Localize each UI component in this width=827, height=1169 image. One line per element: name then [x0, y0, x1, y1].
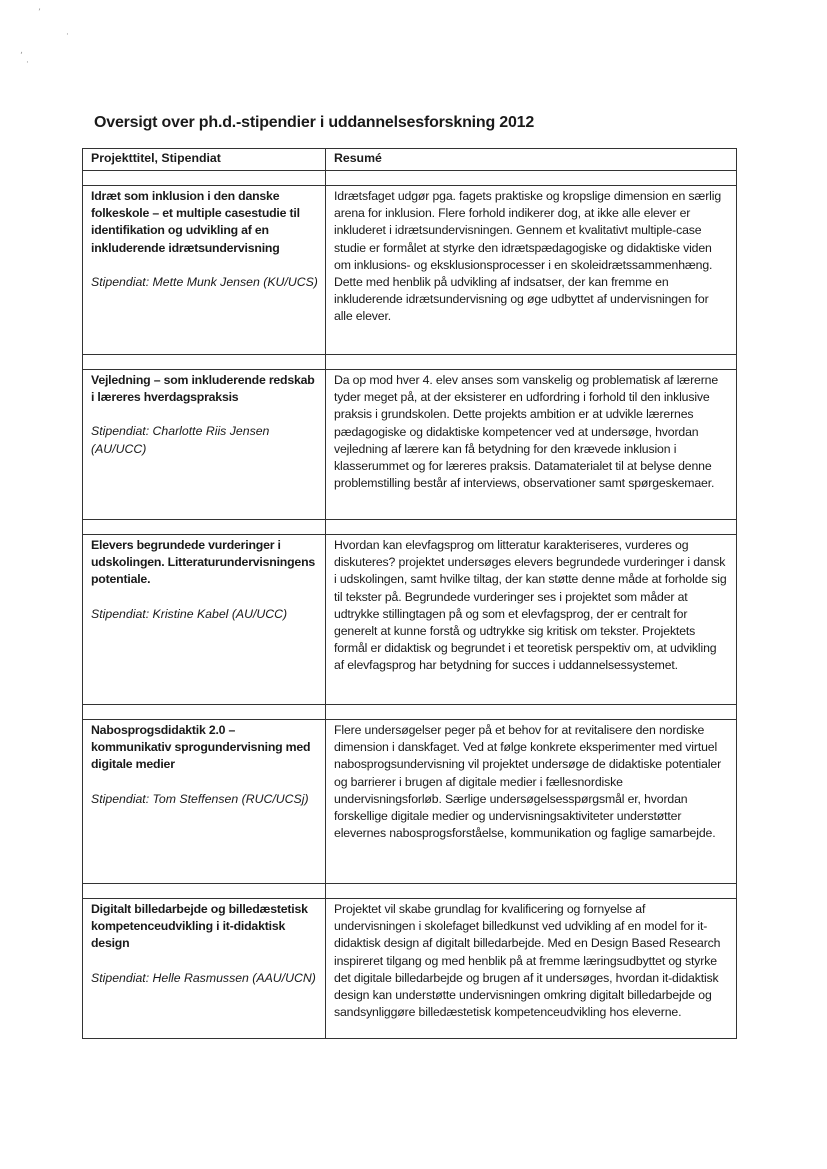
project-title: Idræt som inklusion i den danske folkeskole – et multiple casestudie til identifikation og udvikling af en inkluderende idrætsundervisning	[91, 189, 300, 255]
resume-cell	[326, 720, 737, 884]
resume-text: Idrætsfaget udgør pga. fagets praktiske og kropslige dimension en særlig arena for inklusion. Flere forhold indikerer dog, at ikke alle elever er inkluderet i idrætsundervisningen. Gennem et kvalitativt multiple-case studie er formålet at styrke den idrætspædagogiske og didaktiske viden om inklusions- og eksklusionsprocesser i en skoleidrætssammenhæng. Dette med henblik på udvikling af indsatser, der kan fremme en inkluderende idrætsundervisning og øge udbyttet af undervisningen for alle elever.	[334, 189, 722, 324]
stipendiat-name: Stipendiat: Tom Steffensen (RUC/UCSj)	[91, 791, 309, 806]
table-row	[83, 370, 737, 520]
project-title: Nabosprogsdidaktik 2.0 – kommunikativ sprogundervisning med digitale medier	[91, 723, 311, 772]
table-header-row	[83, 149, 737, 171]
scan-speck: ·	[26, 58, 29, 68]
table-row	[83, 720, 737, 884]
resume-cell	[326, 370, 737, 520]
resume-cell	[326, 535, 737, 705]
table-spacer-row	[83, 171, 737, 186]
project-cell	[83, 899, 326, 1039]
project-title: Digitalt billedarbejde og billedæstetisk kompetenceudvikling i it-didaktisk design	[91, 902, 308, 951]
column-header-resume: Resumé	[326, 149, 737, 171]
table-spacer-row	[83, 520, 737, 535]
project-cell	[83, 186, 326, 355]
resume-cell	[326, 186, 737, 355]
stipendiat-name: Stipendiat: Helle Rasmussen (AAU/UCN)	[91, 970, 316, 985]
project-title: Elevers begrundede vurderinger i udskolingen. Litteraturundervisningens potentiale.	[91, 538, 316, 587]
resume-text: Da op mod hver 4. elev anses som vanskelig og problematisk af lærerne tyder meget på, at der eksisterer en udfordring i forhold til den inklusive praksis i grundskolen. Dette projekts ambition er at udvikle lærernes pædagogiske og didaktiske kompetencer ved at undersøge, hvordan vejledning af lærere kan få betydning for den krævede inklusion i klasserummet og for læreres praksis. Datamaterialet til at belyse denne problemstilling består af interviews, observationer samt spørgeskemaer.	[334, 373, 719, 491]
scan-speck: ’	[38, 8, 41, 18]
table-spacer-row	[83, 355, 737, 370]
project-title: Vejledning – som inkluderende redskab i læreres hverdagspraksis	[91, 373, 315, 405]
table-row	[83, 899, 737, 1039]
project-cell	[83, 535, 326, 705]
resume-cell	[326, 899, 737, 1039]
resume-text: Flere undersøgelser peger på et behov for at revitalisere den nordiske dimension i danskfaget. Ved at følge konkrete eksperimenter med virtuel nabosprogsundervisning vil projektet undersøge de didaktiske potentialer og barrierer i brugen af digitale medier i fællesnordiske undervisningsforløb. Særlige undersøgelsesspørgsmål er, hvordan forskellige digitale medier og undervisningsaktiviteter understøtter elevernes nabosprogsforståelse, kommunikation og faglige samarbejde.	[334, 723, 722, 841]
scan-speck: ·	[66, 30, 69, 40]
table-row	[83, 186, 737, 355]
scan-speck: ‚	[20, 46, 23, 56]
resume-text: Hvordan kan elevfagsprog om litteratur karakteriseres, vurderes og diskuteres? projektet undersøges elevers begrundede vurderinger i dansk i udskolingen, samt hvilke tiltag, der kan støtte denne måde at forholde sig til tekster på. Begrundede vurderinger ses i projektet som måder at udtrykke stillingtagen på og som et elevfagsprog, der er centralt for generelt at kunne forstå og udtrykke sig kritisk om tekster. Projektets formål er didaktisk og begrundet i et teoretisk perspektiv om, at udvikling af elevfagsprog har betydning for succes i uddannelsessystemet.	[334, 538, 727, 673]
table-row	[83, 535, 737, 705]
table-spacer-row	[83, 884, 737, 899]
resume-text: Projektet vil skabe grundlag for kvalificering og fornyelse af undervisningen i skolefaget billedkunst ved udvikling af en model for it-didaktisk design af digitalt billedarbejde. Med en Design Based Research inspireret tilgang og med henblik på at fremme læringsudbyttet og styrke det digitale billedarbejde og brugen af it undersøges, hvordan it-didaktisk design kan understøtte undervisningen omkring digitalt billedarbejde og sandsynliggøre billedæstetisk kompetenceudvikling hos eleverne.	[334, 902, 721, 1020]
table-spacer-row	[83, 705, 737, 720]
project-cell	[83, 720, 326, 884]
stipendiat-name: Stipendiat: Kristine Kabel (AU/UCC)	[91, 606, 288, 621]
column-header-project: Projekttitel, Stipendiat	[83, 149, 326, 171]
stipendiat-name: Stipendiat: Mette Munk Jensen (KU/UCS)	[91, 274, 318, 289]
stipendiat-name: Stipendiat: Charlotte Riis Jensen (AU/UCC)	[91, 424, 270, 456]
project-cell	[83, 370, 326, 520]
page-title: Oversigt over ph.d.-stipendier i uddannelsesforskning 2012	[94, 114, 535, 131]
stipend-table	[82, 148, 737, 1039]
